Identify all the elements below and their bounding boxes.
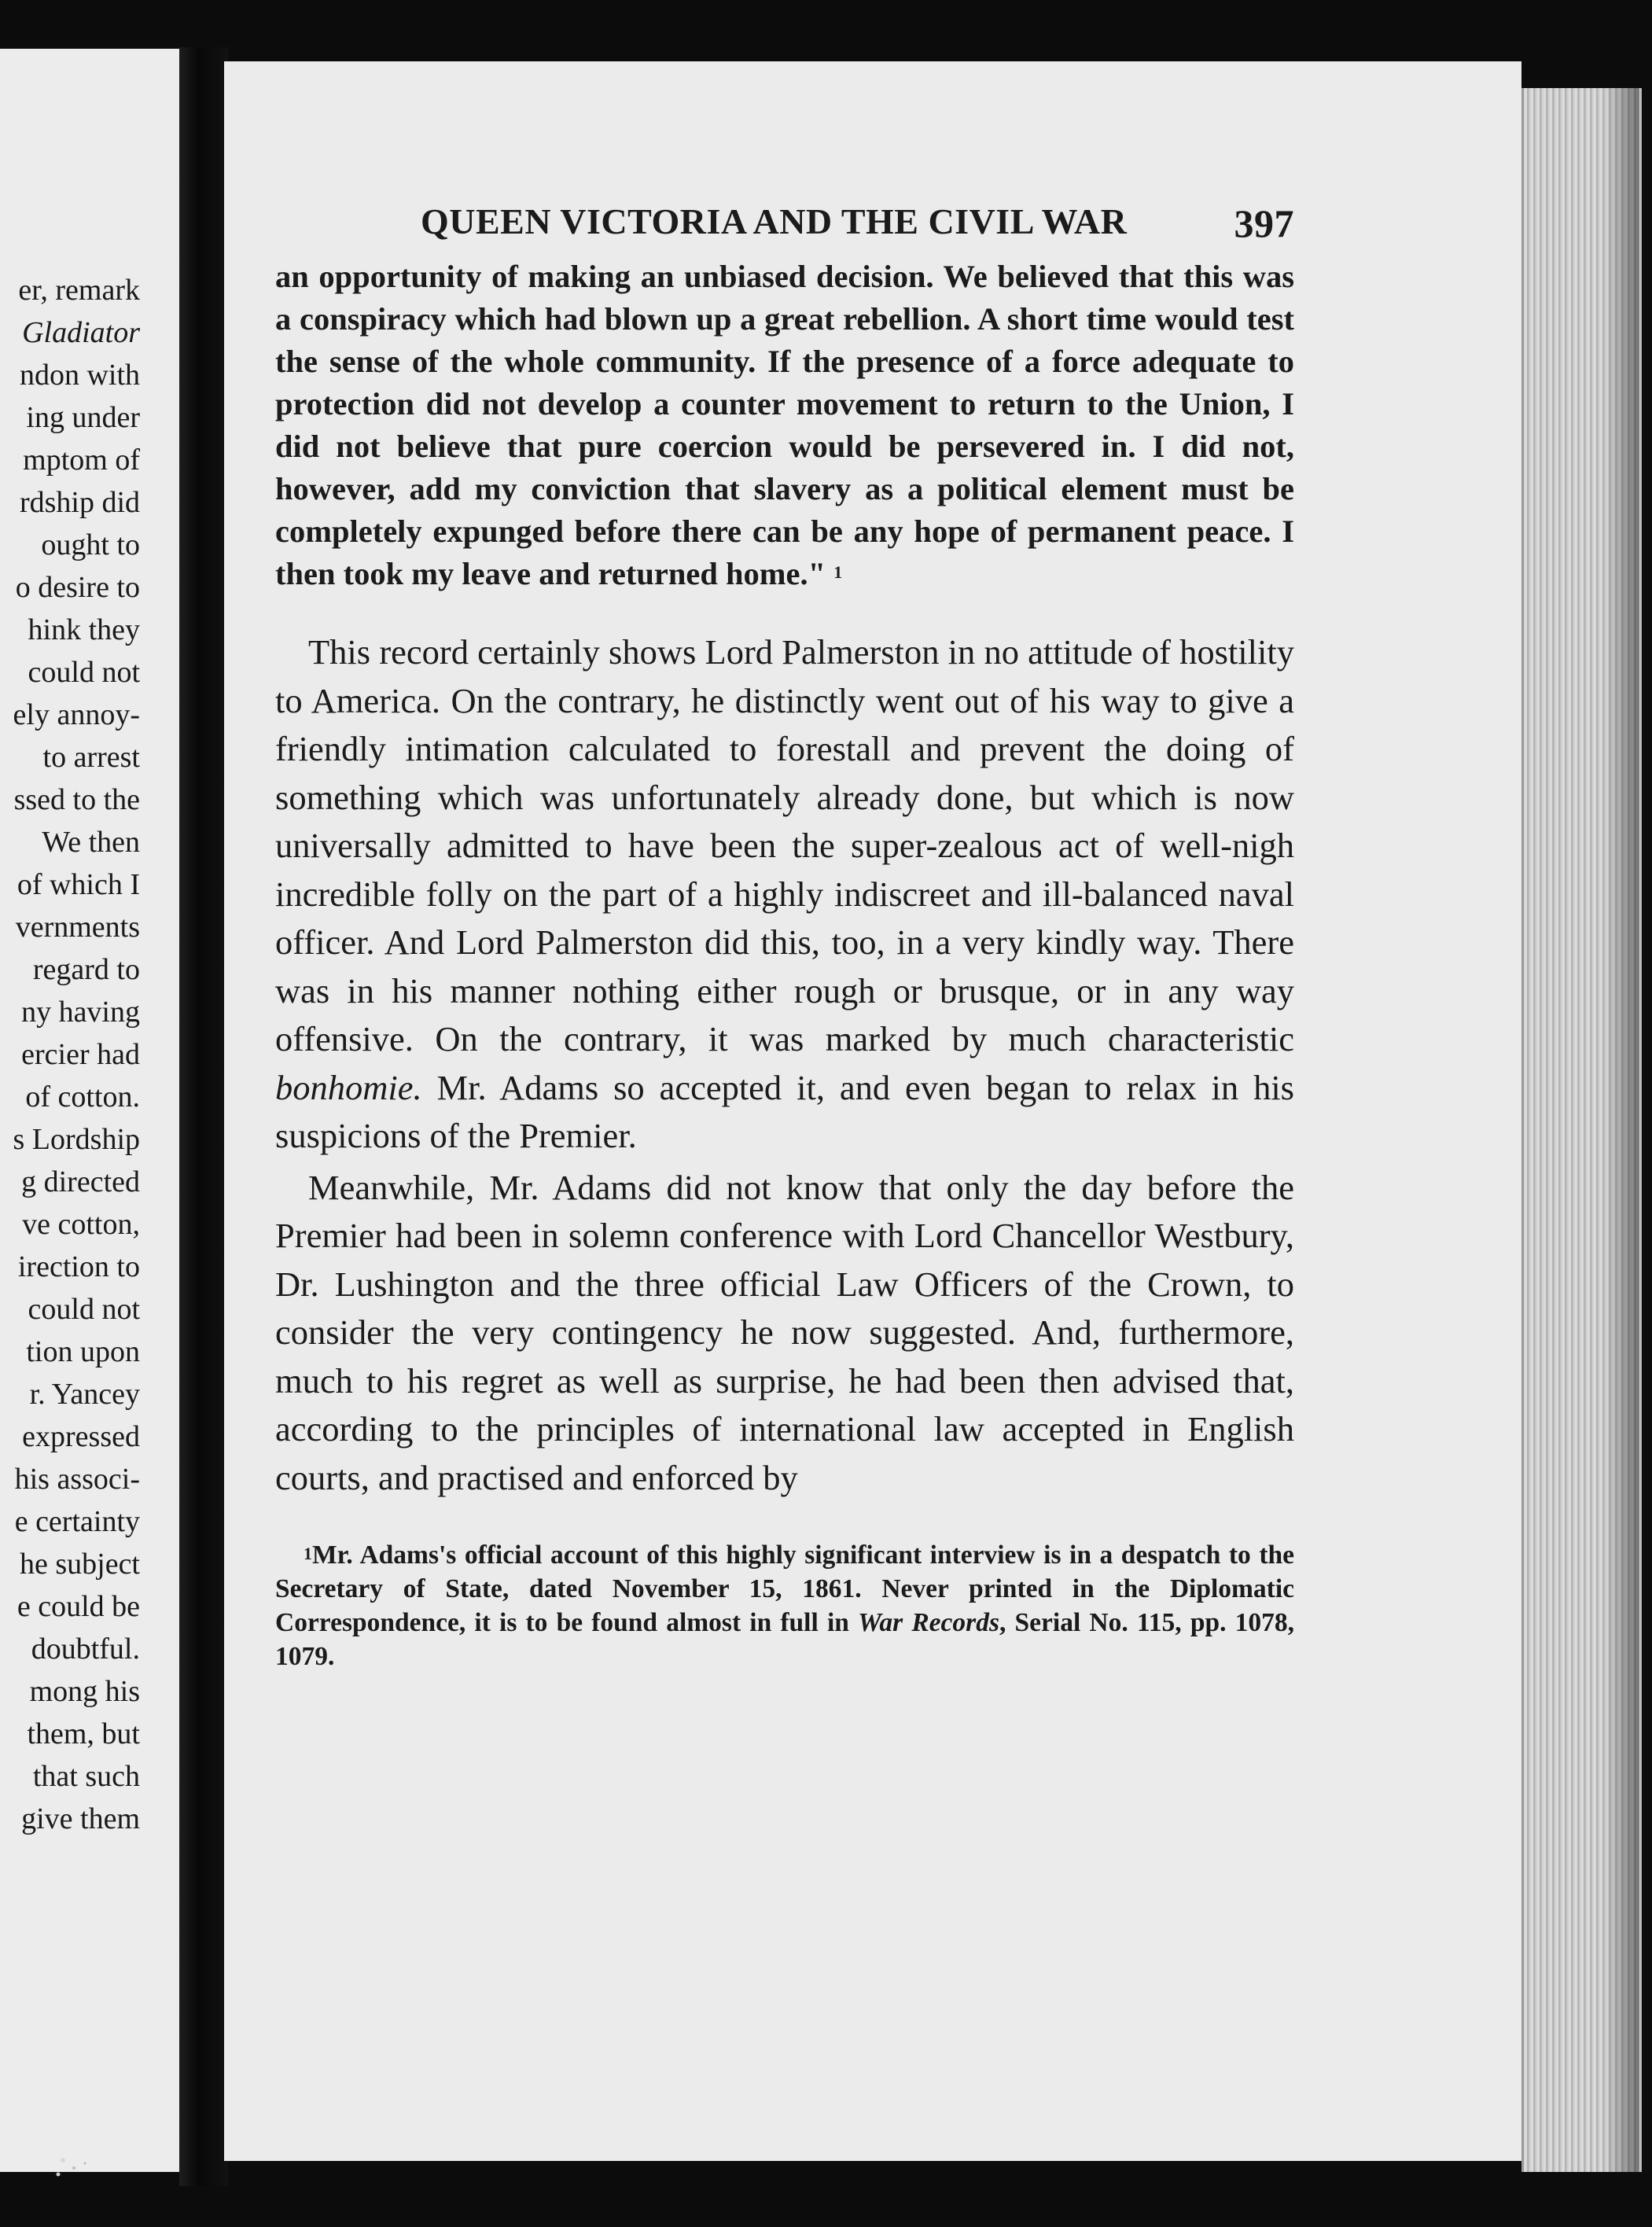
left-line: vernments (15, 911, 140, 944)
footnote-paragraph (275, 1538, 1294, 1673)
left-line: mong his (29, 1675, 140, 1708)
scan-specks (47, 2151, 118, 2198)
page-edges-shadow (1604, 88, 1639, 2172)
body-text (275, 628, 1294, 1502)
left-line: could not (28, 1293, 140, 1326)
left-line: e certainty (14, 1505, 140, 1538)
left-line: hink they (28, 613, 140, 646)
running-head (275, 201, 1294, 256)
paragraph-text-end: Mr. Adams so accepted it, and even began to relax in his suspicions of the Premier. (275, 1067, 1294, 1155)
left-line: could not (28, 656, 140, 689)
footnote-marker: 1 (304, 1544, 312, 1563)
footnote-text: Mr. Adams's official account of this highly significant interview is in a despatch to the Secretary of State, dated November 15, 1861. Never printed in the Diplomatic Correspondence, it is to be found almost in full in (275, 1540, 1294, 1637)
left-line: e could be (17, 1590, 140, 1623)
left-line: ndon with (19, 359, 140, 392)
page-number: 397 (1234, 201, 1294, 245)
left-line: his associ- (14, 1463, 140, 1496)
left-line: r. Yancey (29, 1378, 140, 1411)
left-line: that such (32, 1760, 140, 1793)
quoted-passage (275, 256, 1294, 595)
left-line: er, remark (18, 274, 140, 307)
body-paragraph-1 (275, 628, 1294, 1161)
running-title: QUEEN VICTORIA AND THE CIVIL WAR (421, 201, 1128, 241)
left-line: regard to (32, 953, 140, 986)
left-line: mptom of (23, 444, 140, 477)
left-line: of cotton. (25, 1080, 140, 1114)
quote-paragraph (275, 256, 1294, 595)
left-line: he subject (19, 1548, 140, 1581)
left-line: ercier had (21, 1038, 140, 1071)
left-line: g directed (21, 1165, 140, 1198)
left-line: Gladiator (22, 316, 140, 349)
left-line: doubtful. (31, 1633, 140, 1666)
left-page-text (0, 269, 140, 1840)
footnote-italic: War Records (858, 1608, 999, 1637)
left-line: to arrest (42, 741, 140, 774)
left-line: ve cotton, (22, 1208, 140, 1241)
left-line: ought to (41, 528, 140, 561)
left-line: them, but (27, 1717, 140, 1750)
body-paragraph-2: Meanwhile, Mr. Adams did not know that only the day before the Premier had been in solemn conference with Lord Chancellor Westbury, Dr. Lushington and the three official Law Officers of the Crown, to consider the very contingency he now suggested. And, furthermore, much to his regret as well as surprise, he had been then advised that, according to the principles of international law accepted in English courts, and practised and enforced by (275, 1167, 1294, 1497)
footnote-reference: 1 (833, 562, 843, 582)
paragraph-text: This record certainly shows Lord Palmerston in no attitude of hostility to America. On the contrary, he distinctly went out of his way to give a friendly intimation calculated to forestall and prevent the doing of something which was unfortunately already done, but which is now universally admitted to have been the super-zealous act of well-nigh incredible folly on the part of a highly indiscreet and ill-balanced naval officer. And Lord Palmerston did this, too, in a very kindly way. There was in his manner nothing either rough or brusque, or in any way offensive. On the contrary, it was marked by much characteristic (275, 632, 1294, 1058)
left-line: tion upon (26, 1335, 140, 1368)
left-line: rdship did (19, 486, 140, 519)
left-line: of which I (17, 868, 140, 901)
left-line: ing under (26, 401, 140, 434)
footnote-text-end: , Serial No. 115, pp. 1078, 1079. (275, 1608, 1295, 1671)
left-line: ssed to the (13, 783, 140, 816)
italic-term: bonhomie. (275, 1067, 422, 1107)
footnote (275, 1538, 1294, 1673)
left-line: give them (21, 1802, 140, 1835)
left-line: o desire to (15, 571, 140, 604)
left-line: s Lordship (13, 1123, 140, 1156)
page-text-block (275, 201, 1294, 1673)
left-line: irection to (17, 1250, 140, 1283)
book-gutter (179, 47, 228, 2186)
left-page (0, 49, 182, 2172)
left-line: ny having (21, 996, 140, 1029)
left-line: We then (42, 826, 140, 859)
left-line: ely annoy- (13, 698, 140, 731)
left-line: expressed (22, 1420, 140, 1453)
quote-text: an opportunity of making an unbiased decision. We believed that this was a conspiracy which had blown up a great rebellion. A short time would test the sense of the whole community. If the presence of a force adequate to protection did not develop a counter movement to return to the Union, I did not believe that pure coercion would be persevered in. I did not, however, add my conviction that slavery as a political element must be completely expunged before there can be any hope of permanent peace. I then took my leave and returned home." (275, 259, 1294, 591)
